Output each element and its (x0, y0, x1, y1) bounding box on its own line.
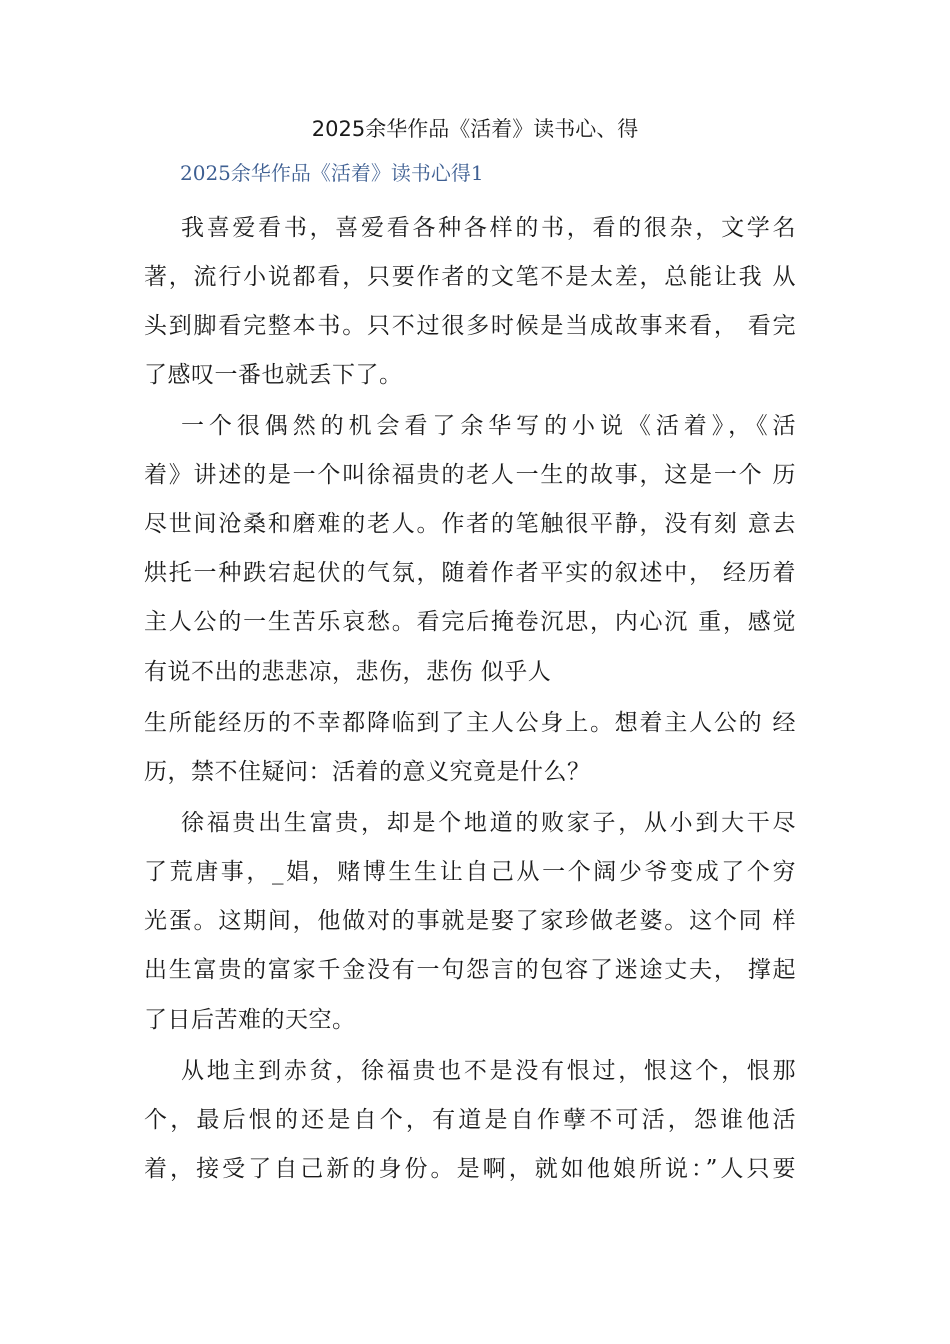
paragraph-line: 光蛋。这期间，他做对的事就是娶了家珍做老婆。这个同 样 (144, 908, 796, 934)
paragraph-line: 有说不出的悲悲凉，悲伤，悲伤 似乎人 (144, 659, 552, 685)
paragraph-line: 著，流行小说都看，只要作者的文笔不是太差，总能让我 从 (144, 264, 796, 290)
section-heading: 2025余华作品《活着》读书心得1 (180, 161, 484, 185)
paragraph-line: 一个很偶然的机会看了余华写的小说《活着》，《活 (181, 413, 796, 439)
paragraph-line: 主人公的一生苦乐哀愁。看完后掩卷沉思，内心沉 重，感觉 (144, 609, 796, 635)
paragraph-line: 尽世间沧桑和磨难的老人。作者的笔触很平静，没有刻 意去 (144, 511, 796, 537)
paragraph-line: 了日后苦难的天空。 (144, 1007, 356, 1033)
paragraph-line: 了荒唐事，_娼，赌博生生让自己从一个阔少爷变成了个穷 (144, 859, 796, 885)
paragraph-line: 生所能经历的不幸都降临到了主人公身上。想着主人公的 经 (144, 710, 796, 736)
paragraph-line: 从地主到赤贫，徐福贵也不是没有恨过，恨这个，恨那 (181, 1058, 796, 1084)
paragraph-line: 着，接受了自己新的身份。是啊，就如他娘所说：”人只要 (144, 1156, 796, 1182)
paragraph-line: 了感叹一番也就丢下了。 (144, 362, 403, 388)
paragraph-line: 烘托一种跌宕起伏的气氛，随着作者平实的叙述中， 经历着 (144, 560, 796, 586)
paragraph-line: 头到脚看完整本书。只不过很多时候是当成故事来看， 看完 (144, 313, 796, 339)
paragraph-line: 历，禁不住疑问：活着的意义究竟是什么？ (144, 759, 591, 785)
paragraph-line: 个，最后恨的还是自个，有道是自作孽不可活，怨谁他活 (144, 1107, 796, 1133)
paragraph-line: 出生富贵的富家千金没有一句怨言的包容了迷途丈夫， 撑起 (144, 957, 796, 983)
paragraph-line: 我喜爱看书，喜爱看各种各样的书，看的很杂，文学名 (181, 215, 796, 241)
document-title: 2025余华作品《活着》读书心、得 (311, 117, 639, 141)
paragraph-line: 着》讲述的是一个叫徐福贵的老人一生的故事，这是一个 历 (144, 462, 796, 488)
paragraph-line: 徐福贵出生富贵，却是个地道的败家子，从小到大干尽 (181, 810, 796, 836)
